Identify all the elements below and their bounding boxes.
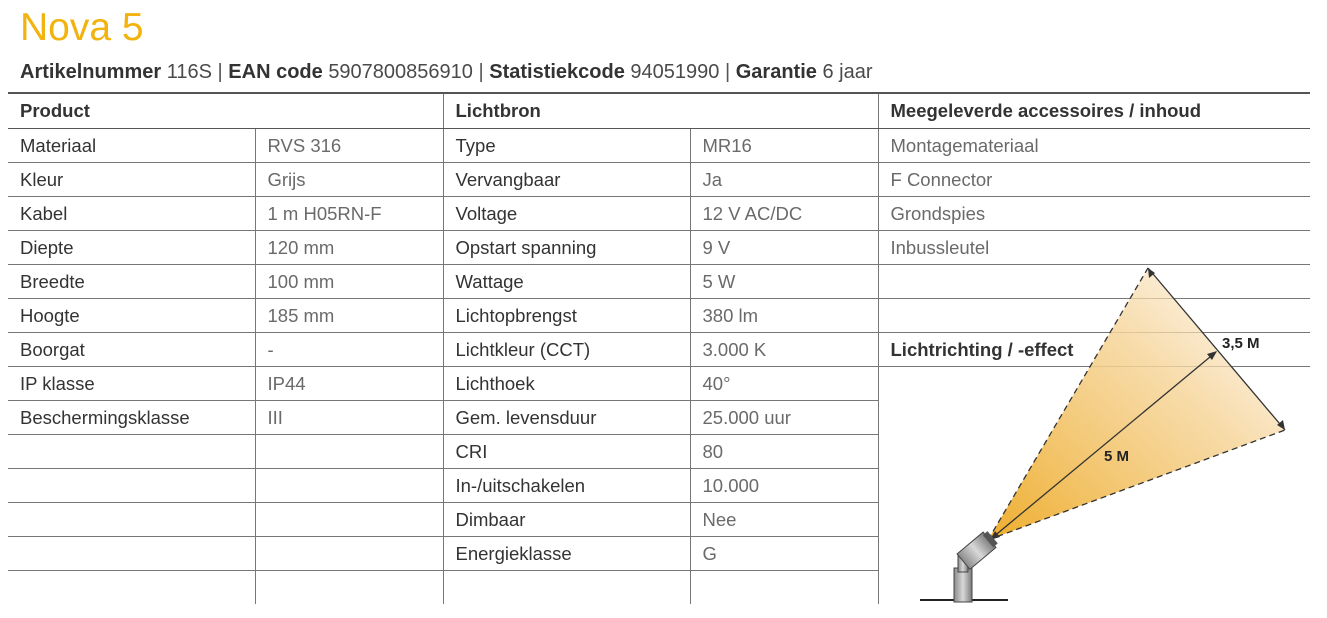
table-row xyxy=(8,129,1310,163)
lichtbron-label: CRI xyxy=(443,435,690,469)
product-empty xyxy=(255,435,443,469)
lichtbron-label: Voltage xyxy=(443,197,690,231)
article-meta xyxy=(20,59,872,85)
product-empty xyxy=(255,571,443,605)
lichtbron-header: Lichtbron xyxy=(443,93,878,129)
artikelnummer-label: Artikelnummer xyxy=(20,61,162,83)
lichtbron-label: Gem. levensduur xyxy=(443,401,690,435)
accessoire-item: F Connector xyxy=(878,163,1310,197)
product-value: 100 mm xyxy=(255,265,443,299)
lichtbron-value: 80 xyxy=(690,435,878,469)
product-empty xyxy=(255,537,443,571)
lichtbron-label: Energieklasse xyxy=(443,537,690,571)
lichtbron-label: Wattage xyxy=(443,265,690,299)
product-value: 120 mm xyxy=(255,231,443,265)
lichtbron-value: 3.000 K xyxy=(690,333,878,367)
lichtbron-label: Lichthoek xyxy=(443,367,690,401)
product-empty xyxy=(8,435,255,469)
accessoire-item: Grondspies xyxy=(878,197,1310,231)
product-label: Kleur xyxy=(8,163,255,197)
product-empty xyxy=(8,469,255,503)
statistiekcode-value: 94051990 xyxy=(630,61,720,83)
lichtbron-label: Vervangbaar xyxy=(443,163,690,197)
lichtbron-value: 25.000 uur xyxy=(690,401,878,435)
lichtbron-label: Dimbaar xyxy=(443,503,690,537)
product-empty xyxy=(8,571,255,605)
light-beam xyxy=(988,268,1285,540)
lichtbron-value: Nee xyxy=(690,503,878,537)
meta-separator: | xyxy=(217,61,223,83)
table-row xyxy=(8,163,1310,197)
lichtbron-value: 40° xyxy=(690,367,878,401)
product-value: Grijs xyxy=(255,163,443,197)
table-row xyxy=(8,231,1310,265)
lichtbron-empty xyxy=(443,571,690,605)
beam-length-label: 5 M xyxy=(1104,448,1130,465)
product-value: IP44 xyxy=(255,367,443,401)
ean-value: 5907800856910 xyxy=(328,61,473,83)
product-value: RVS 316 xyxy=(255,129,443,163)
product-label: IP klasse xyxy=(8,367,255,401)
statistiekcode-label: Statistiekcode xyxy=(489,61,625,83)
product-empty xyxy=(8,503,255,537)
lichtbron-value: 380 lm xyxy=(690,299,878,333)
accessoire-item: Montagemateriaal xyxy=(878,129,1310,163)
product-empty xyxy=(255,503,443,537)
lichtbron-label: Lichtkleur (CCT) xyxy=(443,333,690,367)
product-value: III xyxy=(255,401,443,435)
product-empty xyxy=(255,469,443,503)
spotlight-fixture xyxy=(920,530,1008,602)
product-label: Materiaal xyxy=(8,129,255,163)
meta-separator: | xyxy=(478,61,484,83)
garantie-label: Garantie xyxy=(735,61,817,83)
light-direction-diagram xyxy=(880,262,1320,612)
product-value: 1 m H05RN-F xyxy=(255,197,443,231)
lichtbron-label: Lichtopbrengst xyxy=(443,299,690,333)
product-label: Hoogte xyxy=(8,299,255,333)
lichtbron-value: 9 V xyxy=(690,231,878,265)
lichtbron-label: Opstart spanning xyxy=(443,231,690,265)
lichtbron-label: Type xyxy=(443,129,690,163)
artikelnummer-value: 116S xyxy=(166,61,212,83)
product-label: Boorgat xyxy=(8,333,255,367)
lichtbron-value: MR16 xyxy=(690,129,878,163)
table-row xyxy=(8,197,1310,231)
product-header: Product xyxy=(8,93,443,129)
product-value: 185 mm xyxy=(255,299,443,333)
lichtbron-value: 5 W xyxy=(690,265,878,299)
lichtbron-value: 10.000 xyxy=(690,469,878,503)
product-label: Beschermingsklasse xyxy=(8,401,255,435)
meta-separator: | xyxy=(724,61,731,83)
beam-width-label: 3,5 M xyxy=(1222,335,1260,352)
product-label: Diepte xyxy=(8,231,255,265)
lichtrichting-label: Lichtrichting / -effect xyxy=(878,333,1310,367)
lichtbron-empty xyxy=(690,571,878,605)
lichtbron-label: In-/uitschakelen xyxy=(443,469,690,503)
lichtbron-value: 12 V AC/DC xyxy=(690,197,878,231)
lichtbron-value: G xyxy=(690,537,878,571)
product-value: - xyxy=(255,333,443,367)
table-header-row xyxy=(8,93,1310,129)
garantie-value: 6 jaar xyxy=(822,61,873,83)
product-label: Breedte xyxy=(8,265,255,299)
accessoire-item: Inbussleutel xyxy=(878,231,1310,265)
product-title: Nova 5 xyxy=(20,6,144,49)
ean-label: EAN code xyxy=(228,61,323,83)
accessoires-header: Meegeleverde accessoires / inhoud xyxy=(878,93,1310,129)
lichtbron-value: Ja xyxy=(690,163,878,197)
product-empty xyxy=(8,537,255,571)
product-label: Kabel xyxy=(8,197,255,231)
